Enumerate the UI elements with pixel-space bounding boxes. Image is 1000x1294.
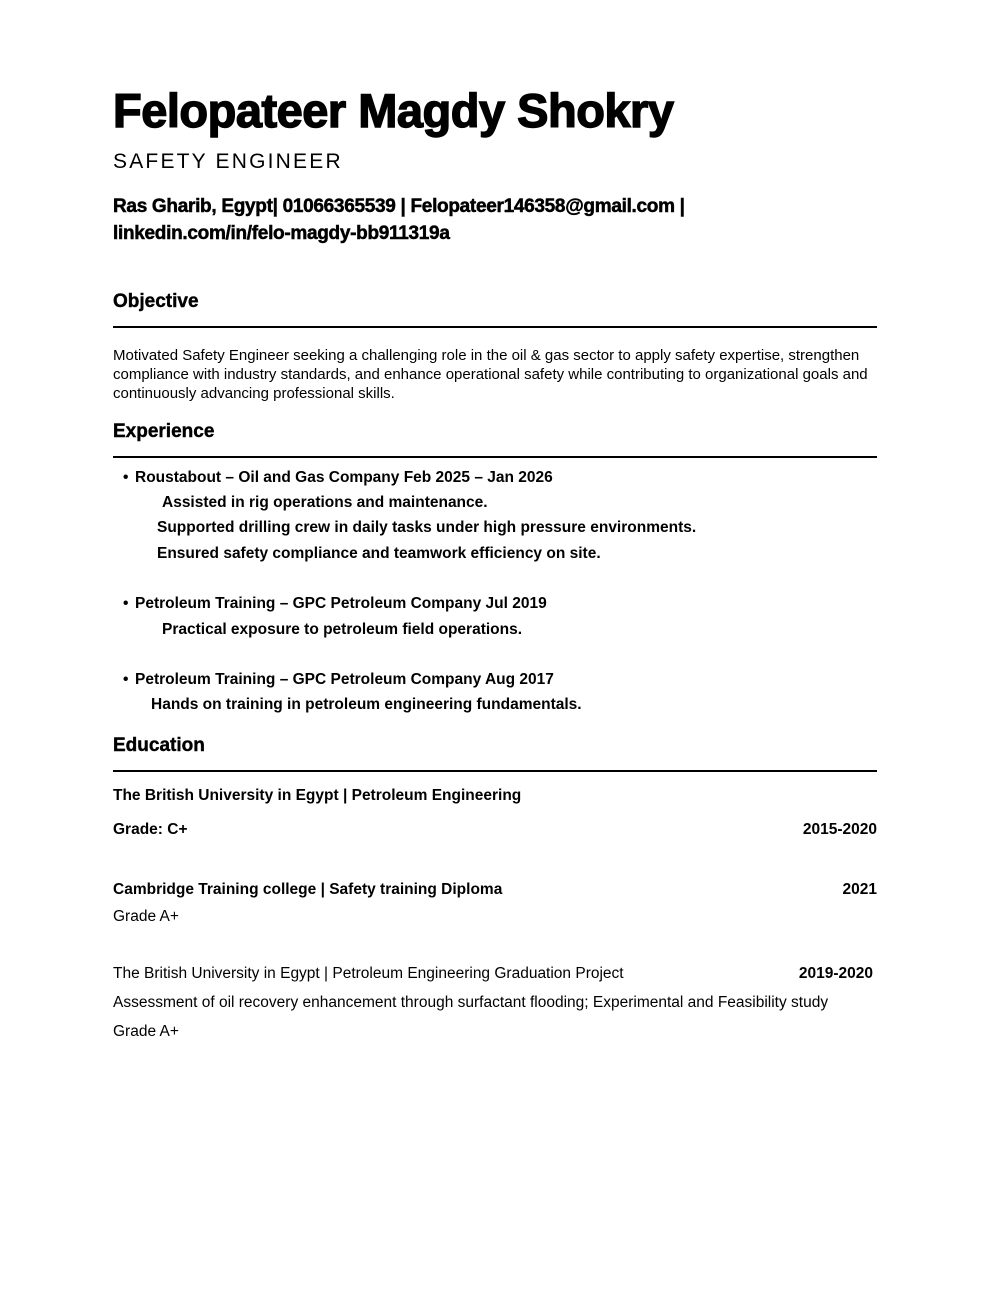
- education-grade-row: [113, 821, 877, 839]
- experience-divider: [113, 456, 877, 458]
- experience-item-title: • Roustabout – Oil and Gas Company Feb 2025 – Jan 2026: [123, 469, 553, 486]
- contact-line-1: Ras Gharib, Egypt| 01066365539 | Felopateer146358@gmail.com |: [113, 196, 685, 217]
- education-heading: Education: [113, 735, 205, 756]
- education-grade: Grade A+: [113, 908, 179, 925]
- education-institution: The British University in Egypt | Petroleum Engineering: [113, 787, 522, 804]
- experience-detail: Hands on training in petroleum engineering fundamentals.: [151, 696, 582, 713]
- education-description: Assessment of oil recovery enhancement through surfactant flooding; Experimental and Feasibility study: [113, 994, 829, 1011]
- candidate-name: Felopateer Magdy Shokry: [113, 84, 674, 137]
- education-dates: 2015-2020: [802, 821, 877, 838]
- contact-line-2[interactable]: linkedin.com/in/felo-magdy-bb911319a: [113, 223, 450, 244]
- bullet-icon: •: [123, 595, 129, 612]
- experience-detail: Assisted in rig operations and maintenance.: [162, 494, 488, 511]
- education-grade: Grade: C+: [113, 821, 188, 838]
- objective-text: Motivated Safety Engineer seeking a challenging role in the oil & gas sector to apply safety expertise, strengthen compliance with industry standards, and enhance operational safety while contributing to organizational goals and continuously advancing professional skills.: [113, 347, 868, 402]
- education-dates: 2019-2020: [798, 965, 873, 982]
- bullet-icon: •: [123, 469, 129, 486]
- education-grade: Grade A+: [113, 1023, 179, 1040]
- experience-detail: Supported drilling crew in daily tasks under high pressure environments.: [157, 519, 697, 536]
- experience-detail: Practical exposure to petroleum field operations.: [162, 621, 523, 638]
- education-entry-row: [113, 965, 877, 983]
- education-dates: 2021: [842, 881, 877, 898]
- experience-item-title: • Petroleum Training – GPC Petroleum Company Aug 2017: [123, 671, 554, 688]
- education-institution: The British University in Egypt | Petroleum Engineering Graduation Project: [113, 965, 624, 982]
- experience-heading: Experience: [113, 421, 215, 442]
- education-entry-row: [113, 881, 877, 899]
- education-divider: [113, 770, 877, 772]
- objective-heading: Objective: [113, 291, 199, 312]
- experience-detail: Ensured safety compliance and teamwork efficiency on site.: [157, 545, 601, 562]
- objective-divider: [113, 326, 877, 328]
- experience-item-title: • Petroleum Training – GPC Petroleum Company Jul 2019: [123, 595, 547, 612]
- bullet-icon: •: [123, 671, 129, 688]
- contact-info: [113, 193, 873, 247]
- job-title: SAFETY ENGINEER: [113, 150, 343, 173]
- education-institution: Cambridge Training college | Safety training Diploma: [113, 881, 503, 898]
